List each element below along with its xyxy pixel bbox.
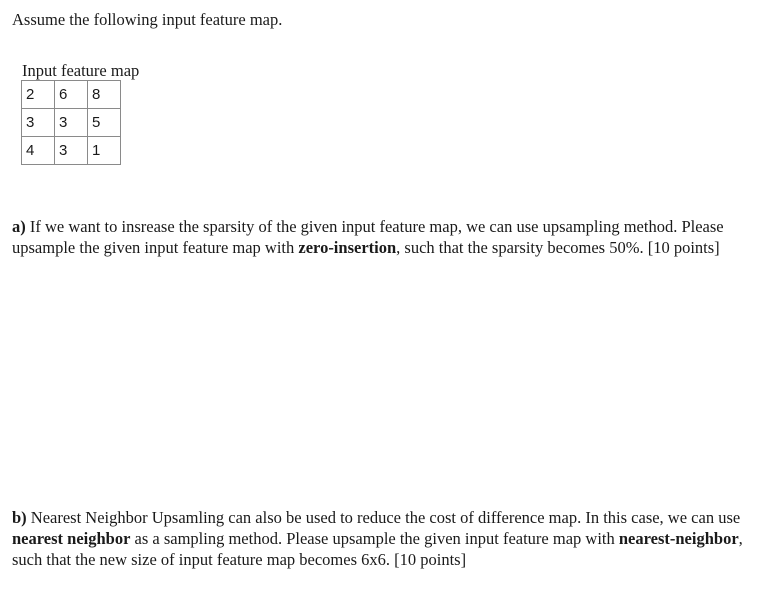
table-cell: 3	[55, 137, 88, 165]
question-a	[12, 216, 764, 258]
table-cell: 5	[88, 109, 121, 137]
table-cell: 8	[88, 81, 121, 109]
question-b-label: b)	[12, 508, 27, 527]
question-a-text-2: , such that the sparsity becomes 50%. [10 points]	[396, 238, 720, 257]
table-row	[22, 109, 121, 137]
question-b	[12, 507, 764, 570]
intro-text: Assume the following input feature map.	[12, 10, 283, 29]
table-row	[22, 137, 121, 165]
table-cell: 6	[55, 81, 88, 109]
feature-map-block	[21, 61, 139, 165]
feature-map-table	[21, 80, 121, 165]
question-b-bold-term-2: nearest-neighbor	[618, 529, 739, 548]
table-cell: 1	[88, 137, 121, 165]
table-cell: 3	[22, 109, 55, 137]
table-row	[22, 81, 121, 109]
question-a-label: a)	[12, 217, 26, 236]
table-cell: 2	[22, 81, 55, 109]
question-b-text-1: Nearest Neighbor Upsamling can also be used to reduce the cost of difference map. In this case, we can use	[26, 508, 741, 527]
question-b-text-3: , such that the new size of input feature map becomes 6x6. [10 points]	[12, 529, 743, 569]
feature-map-caption: Input feature map	[22, 61, 140, 80]
table-cell: 3	[55, 109, 88, 137]
question-b-text-2: as a sampling method. Please upsample the given input feature map with	[130, 529, 619, 548]
question-a-text-1: If we want to insrease the sparsity of the given input feature map, we can use upsampling method. Please upsample the given input feature map with	[12, 217, 724, 257]
question-b-bold-term-1: nearest neighbor	[12, 529, 131, 548]
question-a-bold-term: zero-insertion	[298, 238, 397, 257]
table-cell: 4	[22, 137, 55, 165]
